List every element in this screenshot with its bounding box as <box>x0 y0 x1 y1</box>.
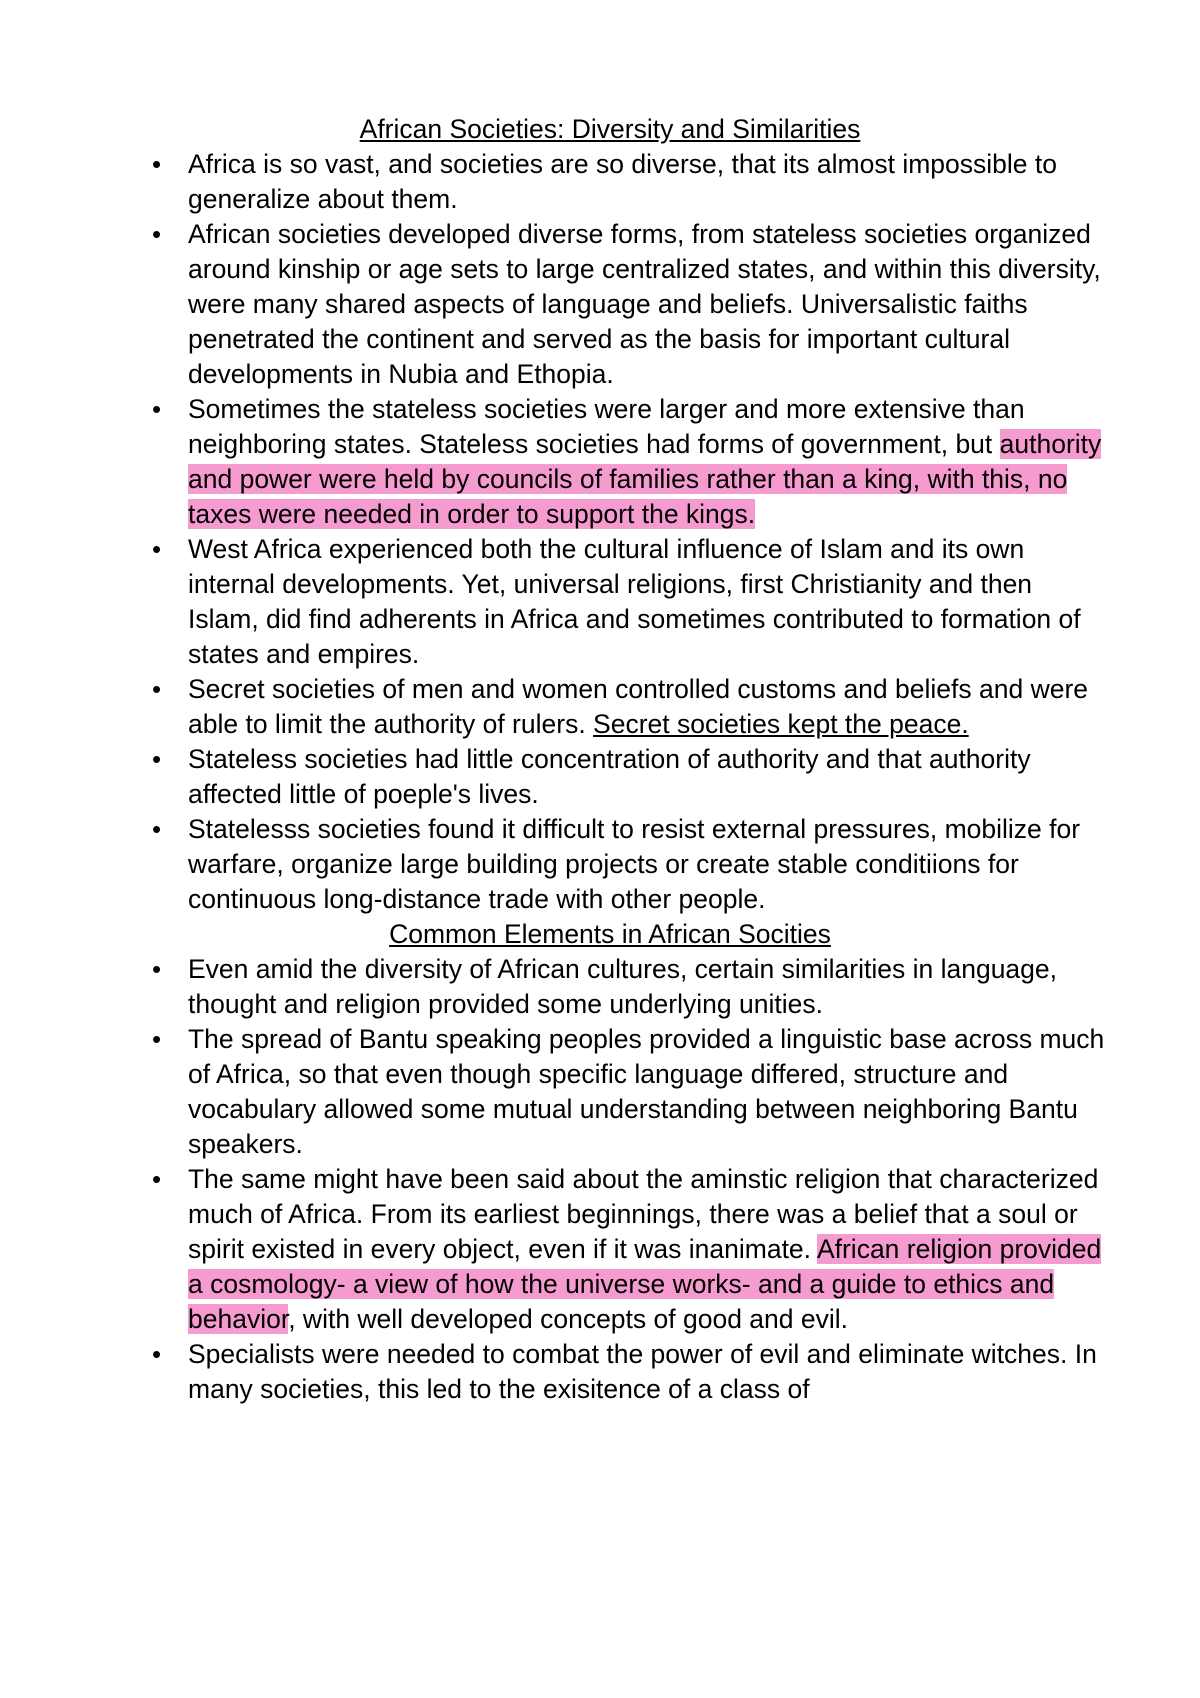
bullet-list-common-elements <box>0 952 1200 1407</box>
section-title-common-elements: Common Elements in African Socities <box>389 919 831 949</box>
list-item: • The same might have been said about the aminstic religion that characterized much of Africa. From its earliest beginnings, there was a belief that a soul or spirit existed in every object, even if it was inanimate. African religion provided a cosmology- a view of how the universe works- and a guide to ethics and behavior, with well developed concepts of good and evil. <box>152 1164 1102 1334</box>
highlighted-text: authority and power were held by councils of families rather than a king, with this, no taxes were needed in order to support the kings. <box>188 429 1102 529</box>
bullet-icon: • <box>152 1339 162 1369</box>
bullet-icon: • <box>152 394 162 424</box>
document-page <box>0 112 1200 1407</box>
bullet-list-diversity <box>0 147 1200 917</box>
list-item: • Specialists were needed to combat the power of evil and eliminate witches. In many societies, this led to the exisitence of a class of <box>152 1339 1097 1404</box>
bullet-icon: • <box>152 1164 162 1194</box>
list-item: • Statelesss societies found it difficult to resist external pressures, mobilize for warfare, organize large building projects or create stable conditiions for continuous long-distance trade with other people. <box>152 814 1081 914</box>
list-item: • Africa is so vast, and societies are so diverse, that its almost impossible to generalize about them. <box>152 149 1057 214</box>
bullet-icon: • <box>152 534 162 564</box>
bullet-icon: • <box>152 954 162 984</box>
bullet-icon: • <box>152 814 162 844</box>
list-item: • Secret societies of men and women controlled customs and beliefs and were able to limit the authority of rulers. Secret societies kept the peace. <box>152 674 1089 739</box>
section-title-diversity: African Societies: Diversity and Similarities <box>359 114 861 144</box>
list-item: • The spread of Bantu speaking peoples provided a linguistic base across much of Africa, so that even though specific language differed, structure and vocabulary allowed some mutual understanding between neighboring Bantu speakers. <box>152 1024 1105 1159</box>
highlighted-text: African religion provided a cosmology- a view of how the universe works- and a guide to ethics and behavior <box>188 1234 1102 1334</box>
bullet-icon: • <box>152 219 162 249</box>
underlined-text: Secret societies kept the peace. <box>593 709 969 739</box>
bullet-icon: • <box>152 149 162 179</box>
bullet-icon: • <box>152 674 162 704</box>
list-item: • West Africa experienced both the cultural influence of Islam and its own internal developments. Yet, universal religions, first Christianity and then Islam, did find adherents in Africa and sometimes contributed to formation of states and empires. <box>152 534 1081 669</box>
list-item: • African societies developed diverse forms, from stateless societies organized around kinship or age sets to large centralized states, and within this diversity, were many shared aspects of language and beliefs. Universalistic faiths penetrated the continent and served as the basis for important cultural developments in Nubia and Ethopia. <box>152 219 1101 389</box>
bullet-icon: • <box>152 744 162 774</box>
bullet-icon: • <box>152 1024 162 1054</box>
list-item: • Sometimes the stateless societies were larger and more extensive than neighboring states. Stateless societies had forms of government, but authority and power were held by councils of families rather than a king, with this, no taxes were needed in order to support the kings. <box>152 394 1102 529</box>
list-item: • Even amid the diversity of African cultures, certain similarities in language, thought and religion provided some underlying unities. <box>152 954 1058 1019</box>
list-item: • Stateless societies had little concentration of authority and that authority affected little of poeple's lives. <box>152 744 1031 809</box>
